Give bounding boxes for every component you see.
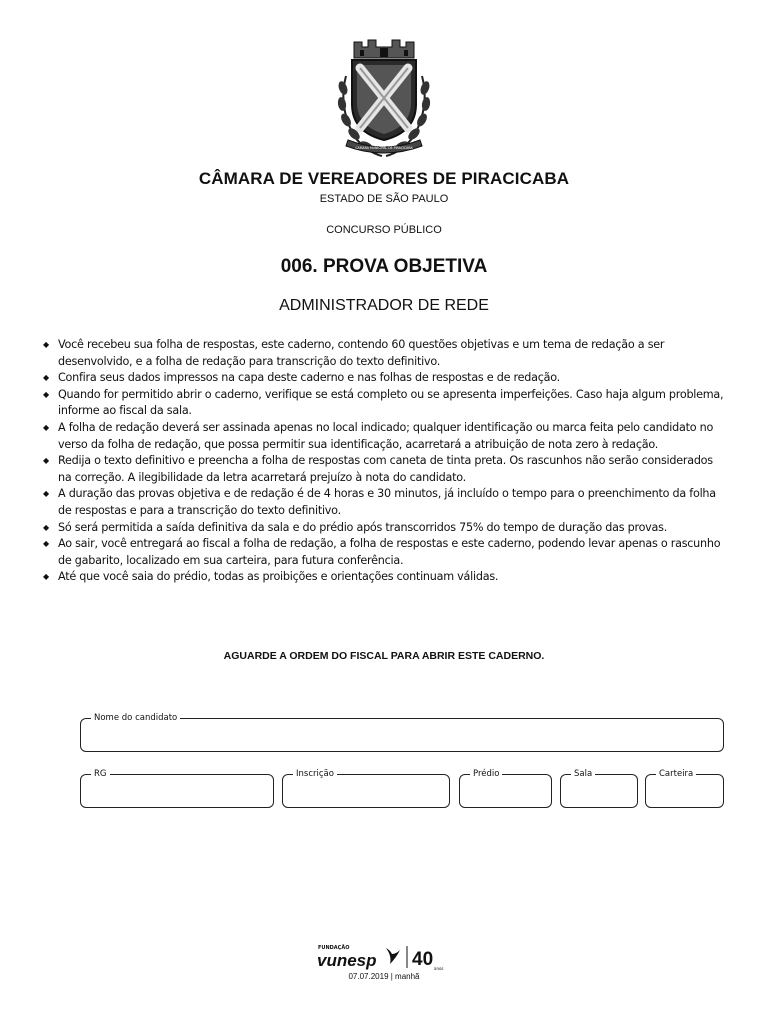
institution-name: CÂMARA DE VEREADORES DE PIRACICABA xyxy=(198,169,570,188)
instruction-item: ◆ Quando for permitido abrir o caderno, verifique se está completo ou se apresenta imperfeições. Caso haja algum problema, informe ao fiscal da sala. xyxy=(43,387,728,420)
wait-notice: AGUARDE A ORDEM DO FISCAL PARA ABRIR ESTE CADERNO. xyxy=(223,650,545,662)
instruction-item: ◆ Você recebeu sua folha de respostas, este caderno, contendo 60 questões objetivas e um tema de redação a ser desenvolvido, e a folha de redação para transcrição do texto definitivo. xyxy=(43,337,728,370)
exam-date: 07.07.2019 | manhã xyxy=(348,972,420,981)
inscricao-field[interactable] xyxy=(282,769,450,808)
crest-motto: CAMARA MUNICIPAL DE PIRACICABA xyxy=(355,146,413,150)
instruction-item: ◆ Só será permitida a saída definitiva da sala e do prédio após transcorridos 75% do tempo de duração das provas. xyxy=(43,520,728,537)
carteira-field[interactable] xyxy=(645,769,724,808)
job-role: ADMINISTRADOR DE REDE xyxy=(279,297,489,314)
predio-label: Prédio xyxy=(470,768,502,780)
brand-name: vunesp xyxy=(317,951,377,970)
anniversary-number: 40 xyxy=(412,949,434,970)
rg-label: RG xyxy=(91,768,110,780)
vunesp-logo-icon xyxy=(316,940,452,976)
anniversary-sub: anos xyxy=(434,966,444,971)
inscricao-label: Inscrição xyxy=(293,768,337,780)
instruction-item: ◆ Ao sair, você entregará ao fiscal a folha de redação, a folha de respostas e este caderno, podendo levar apenas o rascunho de gabarito, localizado em sua carteira, para futura conferência. xyxy=(43,536,728,569)
instruction-item: ◆ Redija o texto definitivo e preencha a folha de respostas com caneta de tinta preta. Os rascunhos não serão considerados na correção. A ilegibilidade da letra acarretará prejuízo à nota do candidato. xyxy=(43,453,728,486)
instruction-item: ◆ Até que você saia do prédio, todas as proibições e orientações continuam válidas. xyxy=(43,569,728,586)
city-coat-of-arms-icon xyxy=(332,36,436,160)
foundation-label: FUNDAÇÃO xyxy=(318,945,350,951)
sala-field[interactable] xyxy=(560,769,638,808)
instruction-item: ◆ Confira seus dados impressos na capa deste caderno e nas folhas de respostas e de redação. xyxy=(43,370,728,387)
instruction-item: ◆ A folha de redação deverá ser assinada apenas no local indicado; qualquer identificação ou marca feita pelo candidato no verso da folha de redação, que possa permitir sua identificação, acarretará a atribuição de nota zero à redação. xyxy=(43,420,728,453)
exam-title: 006. PROVA OBJETIVA xyxy=(280,256,488,277)
candidate-name-field[interactable] xyxy=(80,713,724,752)
contest-label: CONCURSO PÚBLICO xyxy=(326,224,442,236)
candidate-name-label: Nome do candidato xyxy=(91,712,180,724)
predio-field[interactable] xyxy=(459,769,552,808)
state-name: ESTADO DE SÃO PAULO xyxy=(319,193,449,205)
rg-field[interactable] xyxy=(80,769,274,808)
sala-label: Sala xyxy=(571,768,595,780)
instruction-item: ◆ A duração das provas objetiva e de redação é de 4 horas e 30 minutos, já incluído o tempo para o preenchimento da folha de respostas e para a transcrição do texto definitivo. xyxy=(43,486,728,519)
carteira-label: Carteira xyxy=(656,768,696,780)
instruction-list xyxy=(43,337,728,586)
